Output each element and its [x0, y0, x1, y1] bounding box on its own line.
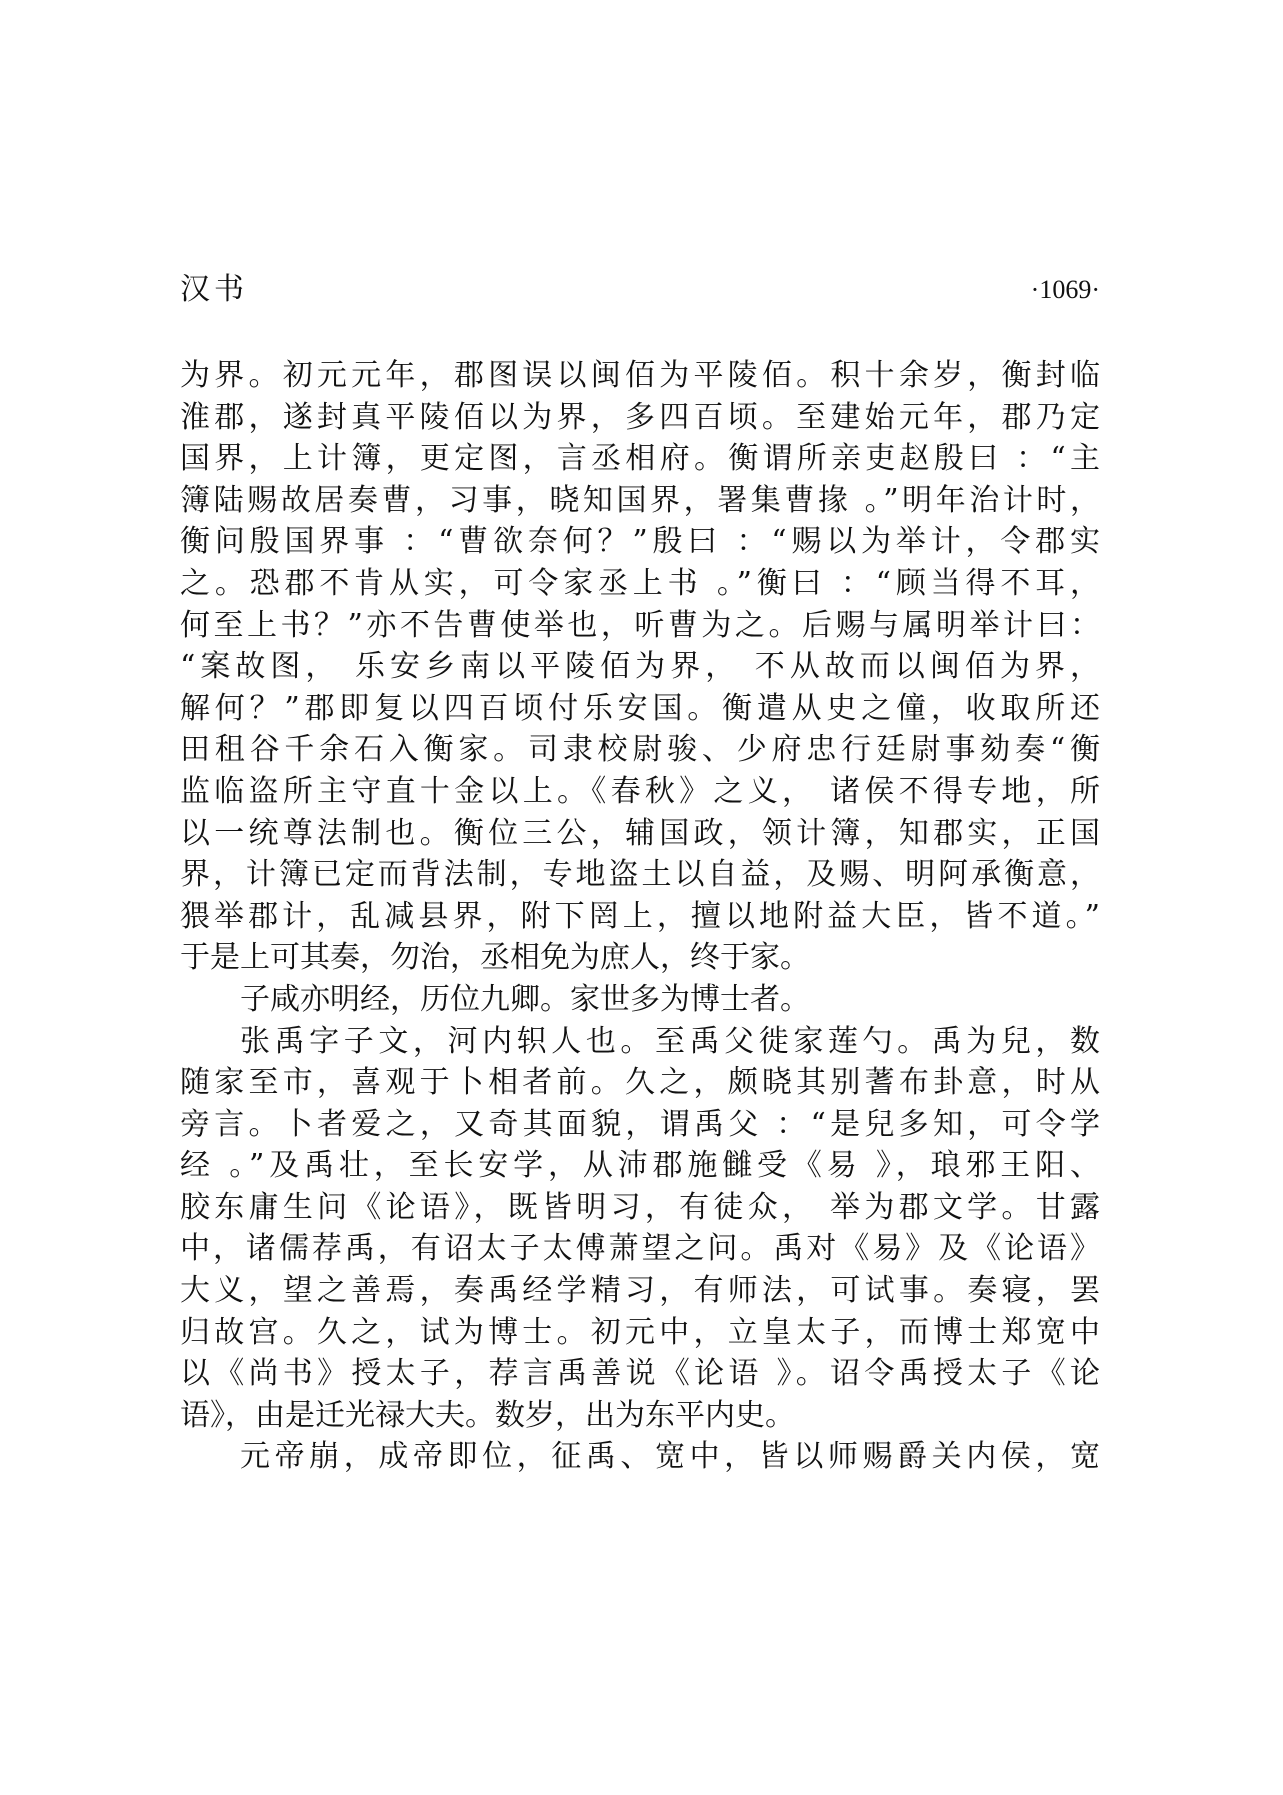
text-line: 何至上书？”亦不告曹使举也，听曹为之。后赐与属明举计曰： — [180, 607, 1100, 643]
text-line: 界，计簿已定而背法制，专地盗土以自益，及赐、明阿承衡意， — [180, 857, 1100, 893]
text-line: 为界。初元元年，郡图误以闽佰为平陵佰。积十余岁，衡封临 — [180, 358, 1100, 393]
page-number: ·1069· — [1030, 275, 1100, 304]
text-line: 经 。”及禹壮，至长安学，从沛郡施雠受《易 》，琅邪王阳、 — [180, 1148, 1100, 1184]
book-title: 汉书 — [180, 272, 248, 307]
text-line: 以一统尊法制也。衡位三公，辅国政，领计簿，知郡实，正国 — [180, 815, 1100, 851]
text-line: 归故宫。久之，试为博士。初元中，立皇太子，而博士郑宽中 — [180, 1314, 1100, 1350]
text-line: 旁言。卜者爱之，又奇其面貌，谓禹父 ：“是兒多知，可令学 — [180, 1106, 1100, 1142]
text-line: 解何？”郡即复以四百顷付乐安国。衡遣从史之僮，收取所还 — [180, 690, 1100, 726]
text-line: 于是上可其奏，勿治，丞相免为庶人，终于家。 — [180, 940, 810, 976]
text-line: 以《尚书》授太子，荐言禹善说《论语 》。诏令禹授太子《论 — [180, 1356, 1100, 1392]
text-line: 中，诸儒荐禹，有诏太子太傅萧望之问。禹对《易》及《论语》 — [180, 1231, 1100, 1267]
paragraph-start-line: 张禹字子文，河内轵人也。至禹父徙家莲勺。禹为兒，数 — [240, 1023, 1100, 1059]
text-line: 猥举郡计，乱减县界，附下罔上，擅以地附益大臣，皆不道。” — [180, 898, 1100, 934]
paragraph-start-line: 子咸亦明经，历位九卿。家世多为博士者。 — [240, 981, 810, 1017]
text-line: 语》，由是迁光禄大夫。数岁，出为东平内史。 — [180, 1397, 795, 1433]
text-line: 田租谷千余石入衡家。司隶校尉骏、少府忠行廷尉事劾奏“衡 — [180, 732, 1100, 768]
text-line: “案故图， 乐安乡南以平陵佰为界， 不从故而以闽佰为界， — [180, 649, 1100, 685]
text-line: 衡问殷国界事 ：“曹欲奈何？”殷曰 ：“赐以为举计，令郡实 — [180, 524, 1100, 560]
text-line: 国界，上计簿，更定图，言丞相府。衡谓所亲吏赵殷曰 ：“主 — [180, 441, 1100, 477]
text-line: 胶东庸生问《论语》，既皆明习，有徒众， 举为郡文学。甘露 — [180, 1189, 1100, 1225]
text-line: 之。恐郡不肯从实，可令家丞上书 。”衡曰 ：“顾当得不耳， — [180, 565, 1100, 601]
page-header — [180, 268, 1100, 312]
paragraph-start-line: 元帝崩，成帝即位，征禹、宽中，皆以师赐爵关内侯，宽 — [240, 1439, 1100, 1475]
text-line: 大义，望之善焉，奏禹经学精习，有师法，可试事。奏寝，罢 — [180, 1273, 1100, 1309]
text-line: 淮郡，遂封真平陵佰以为界，多四百顷。至建始元年，郡乃定 — [180, 399, 1100, 435]
text-line: 随家至市，喜观于卜相者前。久之，颇晓其别蓍布卦意，时从 — [180, 1065, 1100, 1101]
text-line: 簿陆赐故居奏曹，习事，晓知国界，署集曹掾 。”明年治计时， — [180, 482, 1100, 518]
body-text — [180, 355, 1100, 1478]
text-line: 监临盗所主守直十金以上。《春秋》之义， 诸侯不得专地，所 — [180, 773, 1100, 809]
